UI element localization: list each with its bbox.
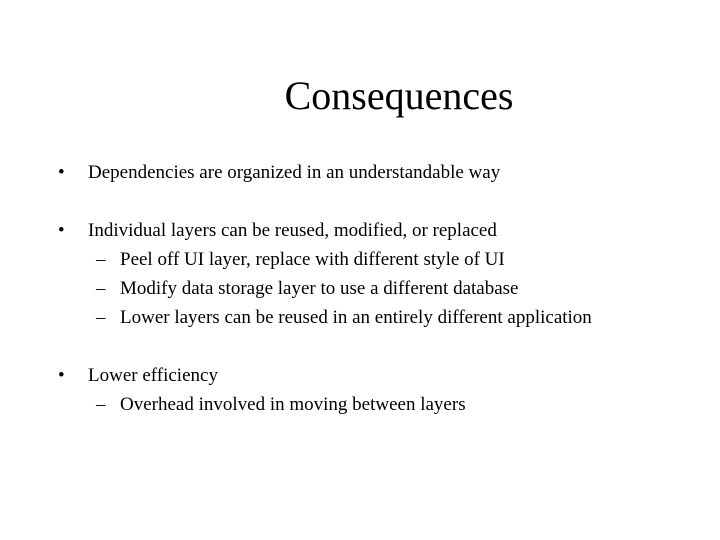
bullet-point-icon: • (58, 220, 65, 241)
sub-bullet-text: Peel off UI layer, replace with different style of UI (120, 249, 505, 270)
bullet-point-icon: • (58, 162, 65, 183)
dash-icon: – (96, 394, 106, 415)
sub-bullet-text: Modify data storage layer to use a different database (120, 278, 519, 299)
slide-title: Consequences (284, 73, 514, 118)
bullet-text: Dependencies are organized in an understandable way (88, 162, 501, 183)
sub-bullet-text: Lower layers can be reused in an entirely different application (120, 307, 592, 328)
dash-icon: – (96, 278, 106, 299)
dash-icon: – (96, 249, 106, 270)
bullet-point-icon: • (58, 365, 65, 386)
sub-bullet-text: Overhead involved in moving between layers (120, 394, 466, 415)
bullet-text: Lower efficiency (88, 365, 218, 386)
bullet-text: Individual layers can be reused, modified, or replaced (88, 220, 497, 241)
dash-icon: – (96, 307, 106, 328)
